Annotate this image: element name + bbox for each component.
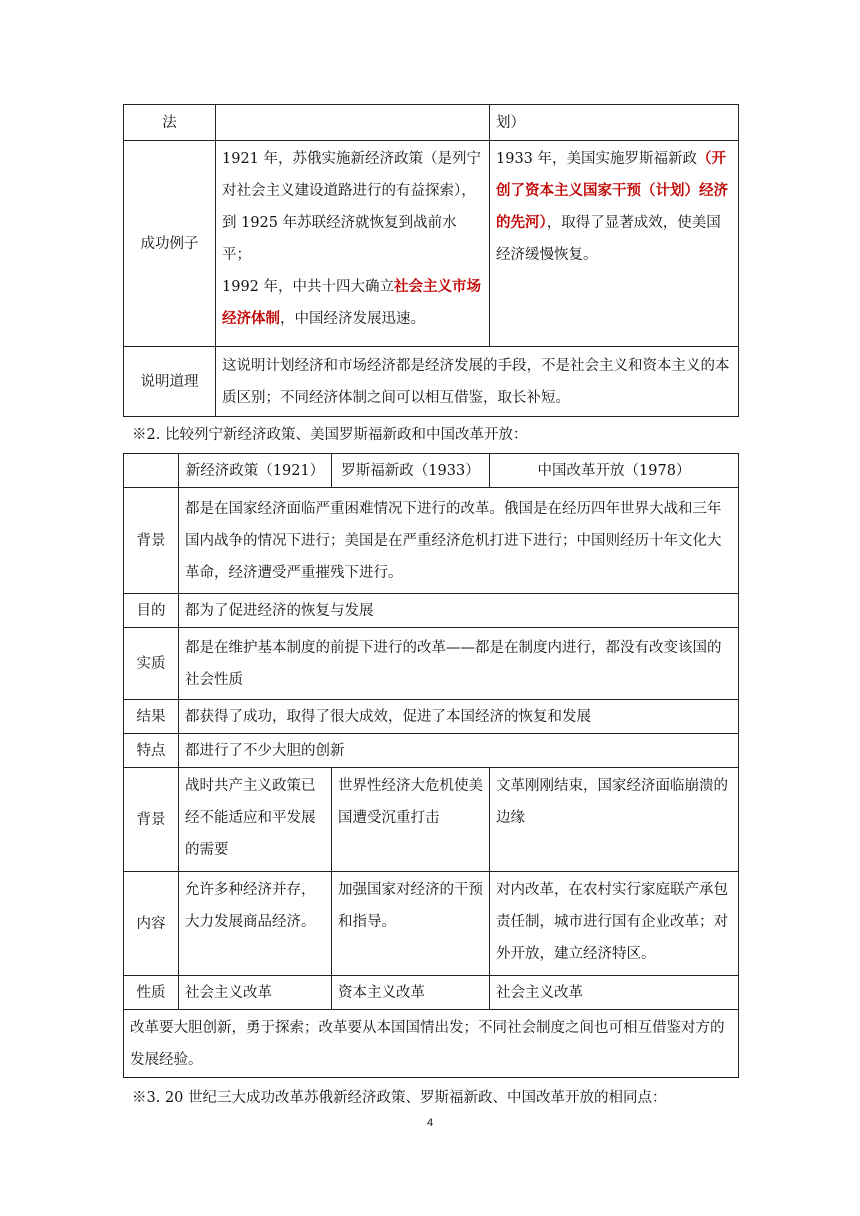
row-label: 说明道理: [124, 347, 216, 417]
reform-comparison-table: [123, 453, 739, 1078]
column-header: 新经济政策（1921）: [179, 454, 332, 488]
row-label: 内容: [124, 872, 179, 976]
explanation-cell: 这说明计划经济和市场经济都是经济发展的手段，不是社会主义和资本主义的本质区别；不同经济体制之间可以相互借鉴，取长补短。: [216, 347, 739, 417]
table-cell: 社会主义改革: [490, 976, 739, 1010]
column-header: [124, 454, 179, 488]
table-row: [124, 105, 739, 141]
table-row: [124, 700, 739, 734]
table-cell: 都进行了不少大胆的创新: [179, 734, 739, 768]
row-label: 法: [124, 105, 216, 141]
row-label: 成功例子: [124, 141, 216, 347]
china-example-text: [222, 271, 483, 335]
reform-examples-table: [123, 104, 739, 417]
row-label: 结果: [124, 700, 179, 734]
table-row: [124, 628, 739, 700]
table-header-row: [124, 454, 739, 488]
section-heading: ※2. 比较列宁新经济政策、美国罗斯福新政和中国改革开放：: [132, 427, 528, 443]
text-run: ，中国经济发展迅速。: [280, 311, 425, 327]
row-label: 目的: [124, 594, 179, 628]
table-row: [124, 976, 739, 1010]
table-cell: 战时共产主义政策已经不能适应和平发展的需要: [179, 768, 332, 872]
table-cell: 允许多种经济并存，大力发展商品经济。: [179, 872, 332, 976]
table-cell: 资本主义改革: [332, 976, 490, 1010]
page-number: 4: [426, 1117, 434, 1129]
table-cell: 划）: [490, 105, 739, 141]
table-cell: 世界性经济大危机使美国遭受沉重打击: [332, 768, 490, 872]
table-cell: 都获得了成功，取得了很大成效，促进了本国经济的恢复和发展: [179, 700, 739, 734]
table-cell: 社会主义改革: [179, 976, 332, 1010]
table-row: [124, 488, 739, 594]
soviet-example-cell: [216, 141, 490, 347]
soviet-example-text: 1921 年，苏俄实施新经济政策（是列宁对社会主义建设道路进行的有益探索），到 1925 年苏联经济就恢复到战前水平；: [222, 151, 482, 263]
table-cell: 加强国家对经济的干预和指导。: [332, 872, 490, 976]
table-row: [124, 734, 739, 768]
text-run: ，取得了显著成效，使美国经济缓慢恢复。: [496, 215, 721, 263]
table-cell: [216, 105, 490, 141]
us-example-cell: [490, 141, 739, 347]
table-cell: 都是在维护基本制度的前提下进行的改革——都是在制度内进行，都没有改变该国的社会性质: [179, 628, 739, 700]
table-row: [124, 768, 739, 872]
section-heading: ※3. 20 世纪三大成功改革苏俄新经济政策、罗斯福新政、中国改革开放的相同点：: [132, 1090, 667, 1106]
table-cell: 文革刚刚结束，国家经济面临崩溃的边缘: [490, 768, 739, 872]
highlight-text: 社会主义市场经济体制: [222, 278, 482, 327]
conclusion-cell: 改革要大胆创新，勇于探索；改革要从本国国情出发；不同社会制度之间也可相互借鉴对方的发展经验。: [124, 1010, 739, 1078]
text-run: 1992 年，中共十四大确立: [222, 279, 395, 295]
highlight-text: （开创了资本主义国家干预（计划）经济的先河）: [496, 150, 728, 231]
row-label: 背景: [124, 488, 179, 594]
table-cell: 都是在国家经济面临严重困难情况下进行的改革。俄国是在经历四年世界大战和三年国内战争的情况下进行；美国是在严重经济危机打进下进行；中国则经历十年文化大革命，经济遭受严重摧残下进行。: [179, 488, 739, 594]
table-cell: 对内改革，在农村实行家庭联产承包责任制，城市进行国有企业改革；对外开放，建立经济特区。: [490, 872, 739, 976]
table-row: [124, 1010, 739, 1078]
table-row: [124, 594, 739, 628]
column-header: 中国改革开放（1978）: [490, 454, 739, 488]
row-label: 特点: [124, 734, 179, 768]
row-label: 性质: [124, 976, 179, 1010]
row-label: 背景: [124, 768, 179, 872]
row-label: 实质: [124, 628, 179, 700]
column-header: 罗斯福新政（1933）: [332, 454, 490, 488]
text-run: 1933 年，美国实施罗斯福新政: [496, 151, 698, 167]
table-cell: 都为了促进经济的恢复与发展: [179, 594, 739, 628]
table-row: [124, 347, 739, 417]
table-row: [124, 872, 739, 976]
table-row: [124, 141, 739, 347]
